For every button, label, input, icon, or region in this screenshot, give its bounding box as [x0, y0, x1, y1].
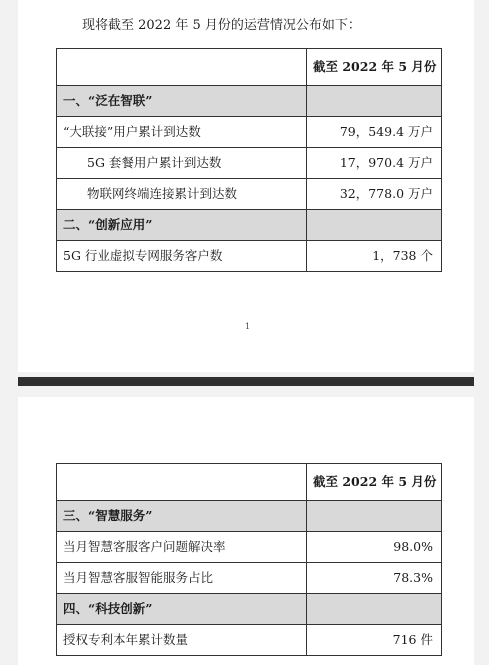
section-title: 一、“泛在智联” [57, 86, 307, 117]
section-title: 四、“科技创新” [57, 594, 307, 625]
table-row [57, 563, 442, 594]
section-row-innovative-applications [57, 210, 442, 241]
section-empty-cell [307, 594, 442, 625]
row-value: 98.0% [307, 532, 442, 563]
table-row [57, 117, 442, 148]
page-number: 1 [245, 322, 251, 331]
row-label: 当月智慧客服客户问题解决率 [57, 532, 307, 563]
header-label-cell [57, 464, 307, 501]
page-divider [18, 377, 474, 386]
row-value: 79，549.4 万户 [307, 117, 442, 148]
row-label: 5G 套餐用户累计到达数 [57, 148, 307, 179]
header-date-cell: 截至 2022 年 5 月份 [307, 49, 442, 86]
header-date-cell: 截至 2022 年 5 月份 [307, 464, 442, 501]
table-row [57, 532, 442, 563]
header-label-cell [57, 49, 307, 86]
row-value: 32，778.0 万户 [307, 179, 442, 210]
row-label: 授权专利本年累计数量 [57, 625, 307, 656]
row-label: 物联网终端连接累计到达数 [57, 179, 307, 210]
row-value: 17，970.4 万户 [307, 148, 442, 179]
section-empty-cell [307, 501, 442, 532]
operations-table-2 [56, 463, 442, 656]
row-value: 1，738 个 [307, 241, 442, 272]
section-row-ubiquitous-connectivity [57, 86, 442, 117]
row-value: 78.3% [307, 563, 442, 594]
intro-text: 现将截至 2022 年 5 月份的运营情况公布如下： [82, 18, 361, 33]
section-title: 三、“智慧服务” [57, 501, 307, 532]
table-header-row [57, 49, 442, 86]
table-row [57, 179, 442, 210]
operations-table-1 [56, 48, 442, 272]
section-empty-cell [307, 210, 442, 241]
row-label: 当月智慧客服智能服务占比 [57, 563, 307, 594]
table-row [57, 241, 442, 272]
table-row [57, 625, 442, 656]
row-label: “大联接”用户累计到达数 [57, 117, 307, 148]
row-label: 5G 行业虚拟专网服务客户数 [57, 241, 307, 272]
section-empty-cell [307, 86, 442, 117]
table-header-row [57, 464, 442, 501]
row-value: 716 件 [307, 625, 442, 656]
table-row [57, 148, 442, 179]
section-title: 二、“创新应用” [57, 210, 307, 241]
section-row-tech-innovation [57, 594, 442, 625]
section-row-smart-service [57, 501, 442, 532]
